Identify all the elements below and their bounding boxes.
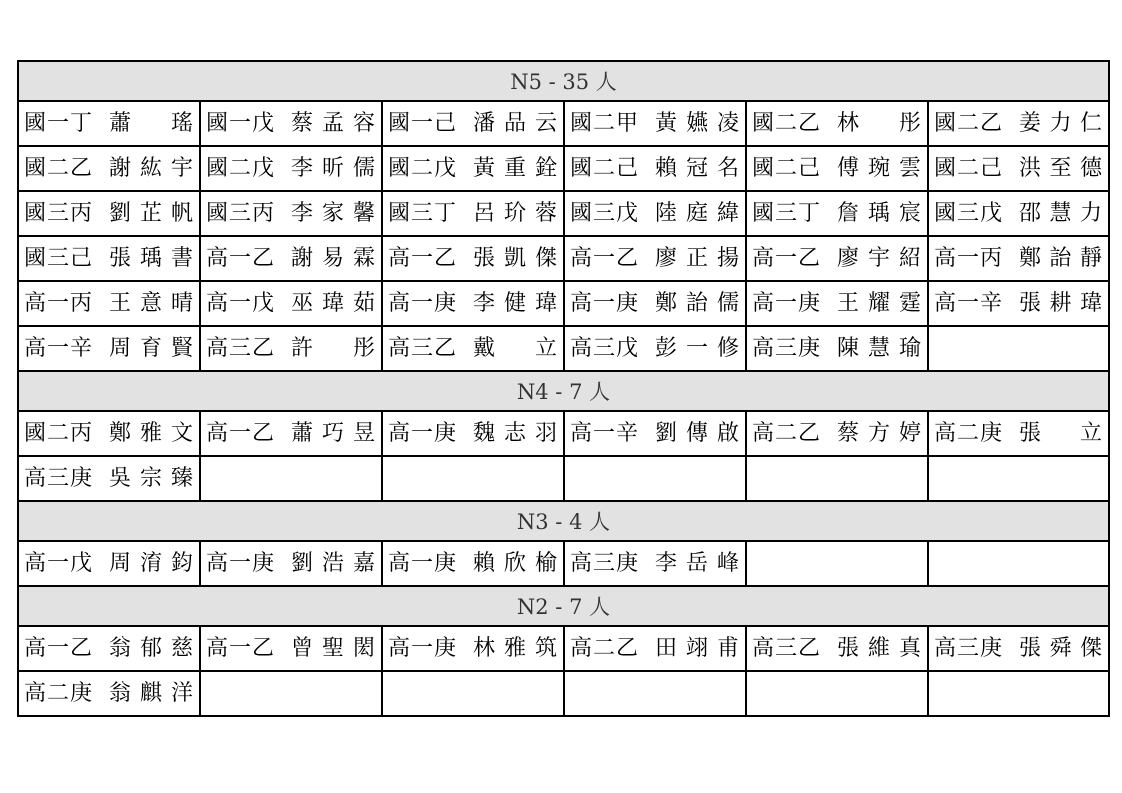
student-name: 李 健 瑋 bbox=[473, 290, 558, 316]
student-name: 蔡 孟 容 bbox=[291, 110, 376, 136]
student-name: 王 意 晴 bbox=[109, 290, 194, 316]
student-name: 李 家 馨 bbox=[291, 200, 376, 226]
student-name: 蕭 巧 昱 bbox=[291, 420, 376, 446]
student-cell bbox=[18, 146, 200, 191]
student-cell bbox=[18, 626, 200, 671]
student-class: 國三丁 bbox=[388, 200, 458, 226]
student-class: 高一乙 bbox=[752, 245, 822, 271]
student-name: 邵 慧 力 bbox=[1019, 200, 1103, 226]
table-row bbox=[18, 411, 1109, 456]
student-entry bbox=[570, 155, 740, 181]
student-cell bbox=[746, 411, 928, 456]
student-cell bbox=[564, 101, 746, 146]
group-title: N4 - 7 人 bbox=[18, 371, 1109, 411]
group-title: N3 - 4 人 bbox=[18, 501, 1109, 541]
student-cell bbox=[382, 411, 564, 456]
student-name: 廖 宇 紹 bbox=[837, 245, 922, 271]
student-class: 高一辛 bbox=[24, 335, 94, 361]
student-class: 高一庚 bbox=[206, 550, 276, 576]
student-entry bbox=[24, 465, 194, 491]
student-name: 張 耕 瑋 bbox=[1019, 290, 1103, 316]
student-name: 張 瑀 書 bbox=[109, 245, 194, 271]
student-cell bbox=[382, 541, 564, 586]
student-name: 潘 品 云 bbox=[473, 110, 558, 136]
student-cell bbox=[746, 281, 928, 326]
student-entry bbox=[752, 245, 922, 271]
student-entry bbox=[752, 200, 922, 226]
student-class: 高三庚 bbox=[934, 635, 1004, 661]
student-name: 劉 芷 帆 bbox=[109, 200, 194, 226]
student-cell bbox=[200, 541, 382, 586]
student-entry bbox=[24, 200, 194, 226]
empty-cell bbox=[200, 456, 382, 501]
student-entry bbox=[752, 290, 922, 316]
student-name: 周 淯 鈞 bbox=[109, 550, 194, 576]
student-name: 張 凱 傑 bbox=[473, 245, 558, 271]
student-name: 林 彤 bbox=[837, 110, 922, 136]
student-name: 呂 玠 蓉 bbox=[473, 200, 558, 226]
student-class: 高一乙 bbox=[206, 635, 276, 661]
student-cell bbox=[928, 281, 1109, 326]
student-entry bbox=[934, 245, 1103, 271]
student-name: 林 雅 筑 bbox=[473, 635, 558, 661]
student-entry bbox=[570, 635, 740, 661]
student-entry bbox=[388, 420, 558, 446]
student-entry bbox=[570, 290, 740, 316]
student-cell bbox=[928, 146, 1109, 191]
student-cell bbox=[564, 146, 746, 191]
student-cell bbox=[928, 411, 1109, 456]
student-entry bbox=[24, 335, 194, 361]
student-cell bbox=[382, 281, 564, 326]
student-cell bbox=[200, 281, 382, 326]
student-class: 國二乙 bbox=[752, 110, 822, 136]
student-class: 高三乙 bbox=[206, 335, 276, 361]
student-cell bbox=[18, 326, 200, 371]
student-class: 高一庚 bbox=[388, 290, 458, 316]
student-cell bbox=[18, 541, 200, 586]
empty-cell bbox=[746, 541, 928, 586]
student-class: 國二戊 bbox=[388, 155, 458, 181]
student-entry bbox=[934, 110, 1103, 136]
student-class: 高一庚 bbox=[388, 550, 458, 576]
student-entry bbox=[570, 245, 740, 271]
student-class: 國二己 bbox=[570, 155, 640, 181]
table-row bbox=[18, 236, 1109, 281]
student-cell bbox=[564, 281, 746, 326]
student-entry bbox=[752, 420, 922, 446]
student-entry bbox=[206, 200, 376, 226]
empty-cell bbox=[746, 671, 928, 716]
empty-cell bbox=[928, 326, 1109, 371]
student-cell bbox=[928, 101, 1109, 146]
student-cell bbox=[200, 411, 382, 456]
student-class: 高一乙 bbox=[570, 245, 640, 271]
empty-cell bbox=[564, 671, 746, 716]
student-entry bbox=[388, 635, 558, 661]
empty-cell bbox=[382, 456, 564, 501]
student-class: 國二己 bbox=[752, 155, 822, 181]
student-class: 國二甲 bbox=[570, 110, 640, 136]
student-cell bbox=[928, 236, 1109, 281]
student-name: 謝 紘 宇 bbox=[109, 155, 194, 181]
student-cell bbox=[18, 671, 200, 716]
student-cell bbox=[200, 146, 382, 191]
student-cell bbox=[200, 236, 382, 281]
student-cell bbox=[18, 456, 200, 501]
student-name: 張 立 bbox=[1019, 420, 1103, 446]
student-entry bbox=[24, 420, 194, 446]
roster-body bbox=[18, 61, 1109, 716]
student-entry bbox=[570, 550, 740, 576]
student-entry bbox=[388, 200, 558, 226]
group-header-row bbox=[18, 501, 1109, 541]
student-cell bbox=[746, 626, 928, 671]
student-cell bbox=[746, 146, 928, 191]
student-cell bbox=[564, 541, 746, 586]
empty-cell bbox=[564, 456, 746, 501]
student-class: 國一己 bbox=[388, 110, 458, 136]
student-name: 鄭 雅 文 bbox=[109, 420, 194, 446]
student-entry bbox=[388, 155, 558, 181]
empty-cell bbox=[928, 541, 1109, 586]
student-cell bbox=[564, 236, 746, 281]
student-cell bbox=[382, 326, 564, 371]
student-class: 高一庚 bbox=[388, 420, 458, 446]
student-name: 劉 浩 嘉 bbox=[291, 550, 376, 576]
table-row bbox=[18, 146, 1109, 191]
student-class: 高一庚 bbox=[752, 290, 822, 316]
student-name: 黃 嬿 凌 bbox=[655, 110, 740, 136]
student-cell bbox=[564, 191, 746, 236]
empty-cell bbox=[928, 671, 1109, 716]
student-class: 高三乙 bbox=[752, 635, 822, 661]
student-cell bbox=[18, 236, 200, 281]
student-cell bbox=[18, 281, 200, 326]
student-class: 高二乙 bbox=[752, 420, 822, 446]
student-name: 李 岳 峰 bbox=[655, 550, 740, 576]
table-row bbox=[18, 101, 1109, 146]
student-class: 國二戊 bbox=[206, 155, 276, 181]
student-name: 黃 重 銓 bbox=[473, 155, 558, 181]
student-class: 高三庚 bbox=[752, 335, 822, 361]
student-cell bbox=[200, 326, 382, 371]
student-entry bbox=[388, 110, 558, 136]
student-name: 彭 一 修 bbox=[655, 335, 740, 361]
student-cell bbox=[382, 146, 564, 191]
group-header-row bbox=[18, 371, 1109, 411]
student-name: 洪 至 德 bbox=[1019, 155, 1103, 181]
student-name: 李 昕 儒 bbox=[291, 155, 376, 181]
student-class: 國二丙 bbox=[24, 420, 94, 446]
student-name: 張 舜 傑 bbox=[1019, 635, 1103, 661]
student-name: 魏 志 羽 bbox=[473, 420, 558, 446]
student-class: 高三戊 bbox=[570, 335, 640, 361]
table-row bbox=[18, 541, 1109, 586]
student-name: 翁 麒 洋 bbox=[109, 680, 194, 706]
student-class: 國三戊 bbox=[570, 200, 640, 226]
student-name: 劉 傳 啟 bbox=[655, 420, 740, 446]
student-entry bbox=[752, 635, 922, 661]
table-row bbox=[18, 326, 1109, 371]
student-class: 高二乙 bbox=[570, 635, 640, 661]
student-cell bbox=[746, 191, 928, 236]
student-class: 高一戊 bbox=[24, 550, 94, 576]
student-entry bbox=[206, 110, 376, 136]
table-row bbox=[18, 191, 1109, 236]
student-class: 高一辛 bbox=[934, 290, 1004, 316]
table-row bbox=[18, 626, 1109, 671]
group-title: N5 - 35 人 bbox=[18, 61, 1109, 101]
student-entry bbox=[206, 420, 376, 446]
empty-cell bbox=[382, 671, 564, 716]
empty-cell bbox=[928, 456, 1109, 501]
student-class: 高二庚 bbox=[24, 680, 94, 706]
student-cell bbox=[200, 101, 382, 146]
student-class: 國二己 bbox=[934, 155, 1004, 181]
student-name: 王 耀 霆 bbox=[837, 290, 922, 316]
student-entry bbox=[24, 155, 194, 181]
student-name: 鄭 詒 儒 bbox=[655, 290, 740, 316]
student-name: 傅 琬 雲 bbox=[837, 155, 922, 181]
student-class: 高一庚 bbox=[570, 290, 640, 316]
student-class: 高一戊 bbox=[206, 290, 276, 316]
student-entry bbox=[24, 550, 194, 576]
student-class: 國三己 bbox=[24, 245, 94, 271]
student-name: 曾 聖 閎 bbox=[291, 635, 376, 661]
student-name: 吳 宗 臻 bbox=[109, 465, 194, 491]
student-class: 國三丁 bbox=[752, 200, 822, 226]
student-entry bbox=[570, 110, 740, 136]
student-name: 許 彤 bbox=[291, 335, 376, 361]
student-cell bbox=[200, 626, 382, 671]
student-cell bbox=[564, 626, 746, 671]
student-class: 國二乙 bbox=[934, 110, 1004, 136]
student-cell bbox=[746, 101, 928, 146]
student-class: 高三乙 bbox=[388, 335, 458, 361]
student-name: 張 維 真 bbox=[837, 635, 922, 661]
group-header-row bbox=[18, 61, 1109, 101]
student-entry bbox=[24, 245, 194, 271]
student-cell bbox=[382, 236, 564, 281]
student-cell bbox=[382, 101, 564, 146]
student-class: 高三庚 bbox=[24, 465, 94, 491]
student-name: 田 翊 甫 bbox=[655, 635, 740, 661]
student-name: 周 育 賢 bbox=[109, 335, 194, 361]
student-name: 陸 庭 緯 bbox=[655, 200, 740, 226]
student-class: 國一丁 bbox=[24, 110, 94, 136]
student-class: 國二乙 bbox=[24, 155, 94, 181]
student-class: 國三丙 bbox=[206, 200, 276, 226]
student-name: 廖 正 揚 bbox=[655, 245, 740, 271]
student-entry bbox=[934, 635, 1103, 661]
student-entry bbox=[752, 110, 922, 136]
student-class: 高一丙 bbox=[24, 290, 94, 316]
table-row bbox=[18, 456, 1109, 501]
student-name: 賴 欣 榆 bbox=[473, 550, 558, 576]
student-cell bbox=[746, 236, 928, 281]
student-class: 國三丙 bbox=[24, 200, 94, 226]
student-class: 高一庚 bbox=[388, 635, 458, 661]
student-entry bbox=[934, 200, 1103, 226]
student-class: 高一乙 bbox=[24, 635, 94, 661]
student-cell bbox=[200, 191, 382, 236]
student-entry bbox=[570, 200, 740, 226]
student-name: 蕭 瑤 bbox=[109, 110, 194, 136]
student-entry bbox=[388, 245, 558, 271]
student-entry bbox=[24, 110, 194, 136]
group-title: N2 - 7 人 bbox=[18, 586, 1109, 626]
student-cell bbox=[18, 101, 200, 146]
student-class: 高一辛 bbox=[570, 420, 640, 446]
student-class: 高一丙 bbox=[934, 245, 1004, 271]
student-cell bbox=[928, 626, 1109, 671]
student-cell bbox=[928, 191, 1109, 236]
student-entry bbox=[206, 550, 376, 576]
student-entry bbox=[934, 420, 1103, 446]
student-cell bbox=[564, 411, 746, 456]
student-class: 高一乙 bbox=[206, 420, 276, 446]
student-cell bbox=[746, 326, 928, 371]
student-name: 賴 冠 名 bbox=[655, 155, 740, 181]
student-cell bbox=[382, 191, 564, 236]
student-class: 高一乙 bbox=[388, 245, 458, 271]
student-entry bbox=[388, 290, 558, 316]
student-entry bbox=[388, 335, 558, 361]
student-class: 國一戊 bbox=[206, 110, 276, 136]
student-class: 高一乙 bbox=[206, 245, 276, 271]
student-name: 謝 易 霖 bbox=[291, 245, 376, 271]
student-entry bbox=[934, 155, 1103, 181]
student-entry bbox=[752, 155, 922, 181]
student-name: 巫 瑋 茹 bbox=[291, 290, 376, 316]
student-class: 國三戊 bbox=[934, 200, 1004, 226]
exam-roster-table bbox=[17, 60, 1110, 717]
student-name: 翁 郁 慈 bbox=[109, 635, 194, 661]
table-row bbox=[18, 281, 1109, 326]
student-entry bbox=[934, 290, 1103, 316]
student-entry bbox=[206, 245, 376, 271]
student-name: 姜 力 仁 bbox=[1019, 110, 1103, 136]
student-cell bbox=[564, 326, 746, 371]
student-name: 詹 瑀 宸 bbox=[837, 200, 922, 226]
student-entry bbox=[570, 335, 740, 361]
student-entry bbox=[24, 290, 194, 316]
student-name: 陳 慧 瑜 bbox=[837, 335, 922, 361]
student-name: 蔡 方 婷 bbox=[837, 420, 922, 446]
student-entry bbox=[24, 635, 194, 661]
group-header-row bbox=[18, 586, 1109, 626]
empty-cell bbox=[746, 456, 928, 501]
student-entry bbox=[388, 550, 558, 576]
student-entry bbox=[752, 335, 922, 361]
student-cell bbox=[18, 411, 200, 456]
student-entry bbox=[206, 290, 376, 316]
student-entry bbox=[206, 635, 376, 661]
student-name: 鄭 詒 靜 bbox=[1019, 245, 1103, 271]
student-entry bbox=[206, 335, 376, 361]
student-name: 戴 立 bbox=[473, 335, 558, 361]
student-entry bbox=[570, 420, 740, 446]
student-class: 高二庚 bbox=[934, 420, 1004, 446]
student-cell bbox=[382, 626, 564, 671]
empty-cell bbox=[200, 671, 382, 716]
student-entry bbox=[24, 680, 194, 706]
student-cell bbox=[18, 191, 200, 236]
student-entry bbox=[206, 155, 376, 181]
table-row bbox=[18, 671, 1109, 716]
student-class: 高三庚 bbox=[570, 550, 640, 576]
